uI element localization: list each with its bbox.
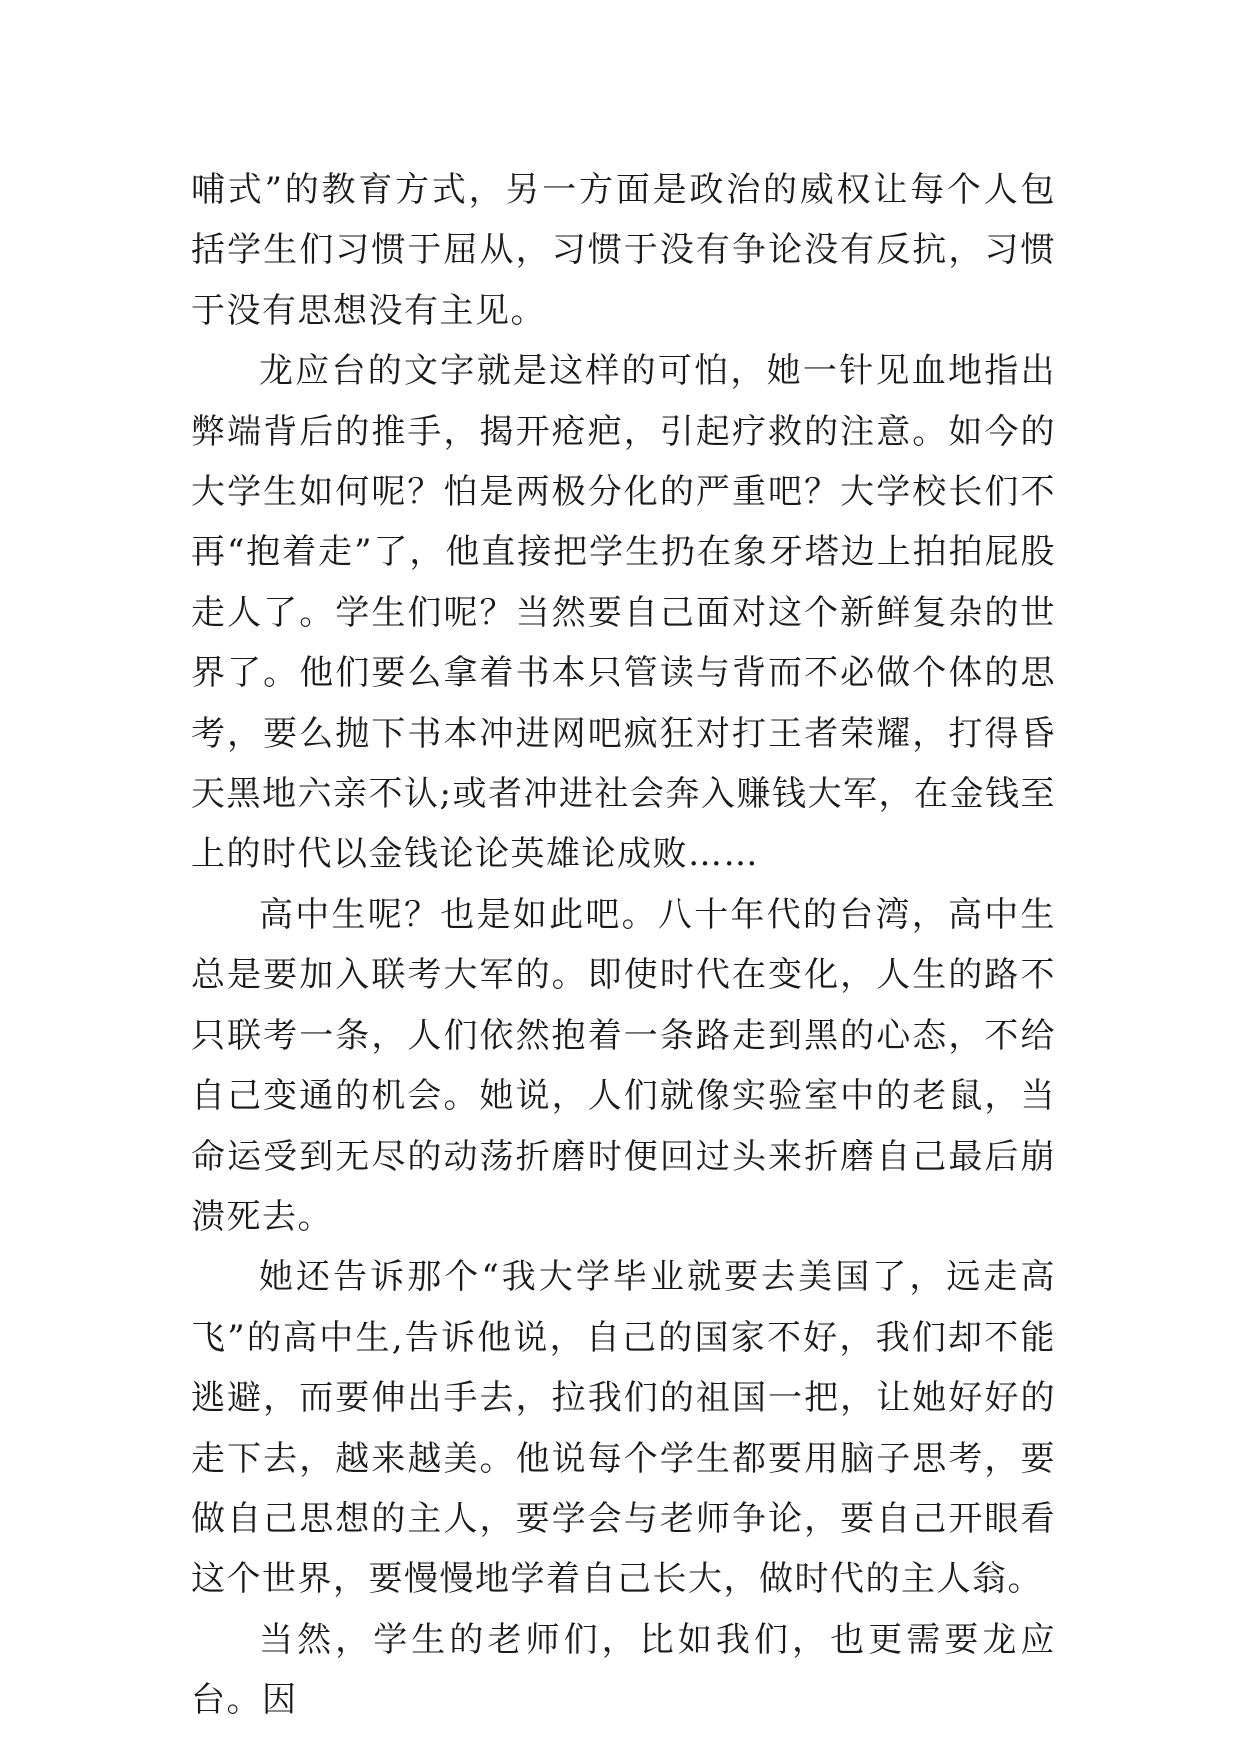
paragraph-3: 高中生呢？也是如此吧。八十年代的台湾，高中生总是要加入联考大军的。即使时代在变化，人生的路不只联考一条，人们依然抱着一条路走到黑的心态，不给自己变通的机会。她说，人们就像实验室中的老鼠，当命运受到无尽的动荡折磨时便回过头来折磨自己最后崩溃死去。: [191, 894, 1056, 1237]
body-text: [191, 160, 1056, 1731]
paragraph-5: 当然，学生的老师们，比如我们，也更需要龙应台。因: [191, 1619, 1056, 1721]
paragraph-1: 哺式”的教育方式，另一方面是政治的威权让每个人包括学生们习惯于屈从，习惯于没有争论没有反抗，习惯于没有思想没有主见。: [191, 170, 1056, 331]
paragraph-4: 她还告诉那个“我大学毕业就要去美国了，远走高飞”的高中生,告诉他说，自己的国家不好，我们却不能逃避，而要伸出手去，拉我们的祖国一把，让她好好的走下去，越来越美。他说每个学生都要用脑子思考，要做自己思想的主人，要学会与老师争论，要自己开眼看这个世界，要慢慢地学着自己长大，做时代的主人翁。: [191, 1257, 1056, 1600]
paragraph-2: 龙应台的文字就是这样的可怕，她一针见血地指出弊端背后的推手，揭开疮疤，引起疗救的注意。如今的大学生如何呢？怕是两极分化的严重吧？大学校长们不再“抱着走”了，他直接把学生扔在象牙塔边上拍拍屁股走人了。学生们呢？当然要自己面对这个新鲜复杂的世界了。他们要么拿着书本只管读与背而不必做个体的思考，要么抛下书本冲进网吧疯狂对打王者荣耀，打得昏天黑地六亲不认;或者冲进社会奔入赚钱大军，在金钱至上的时代以金钱论论英雄论成败……: [191, 351, 1056, 875]
